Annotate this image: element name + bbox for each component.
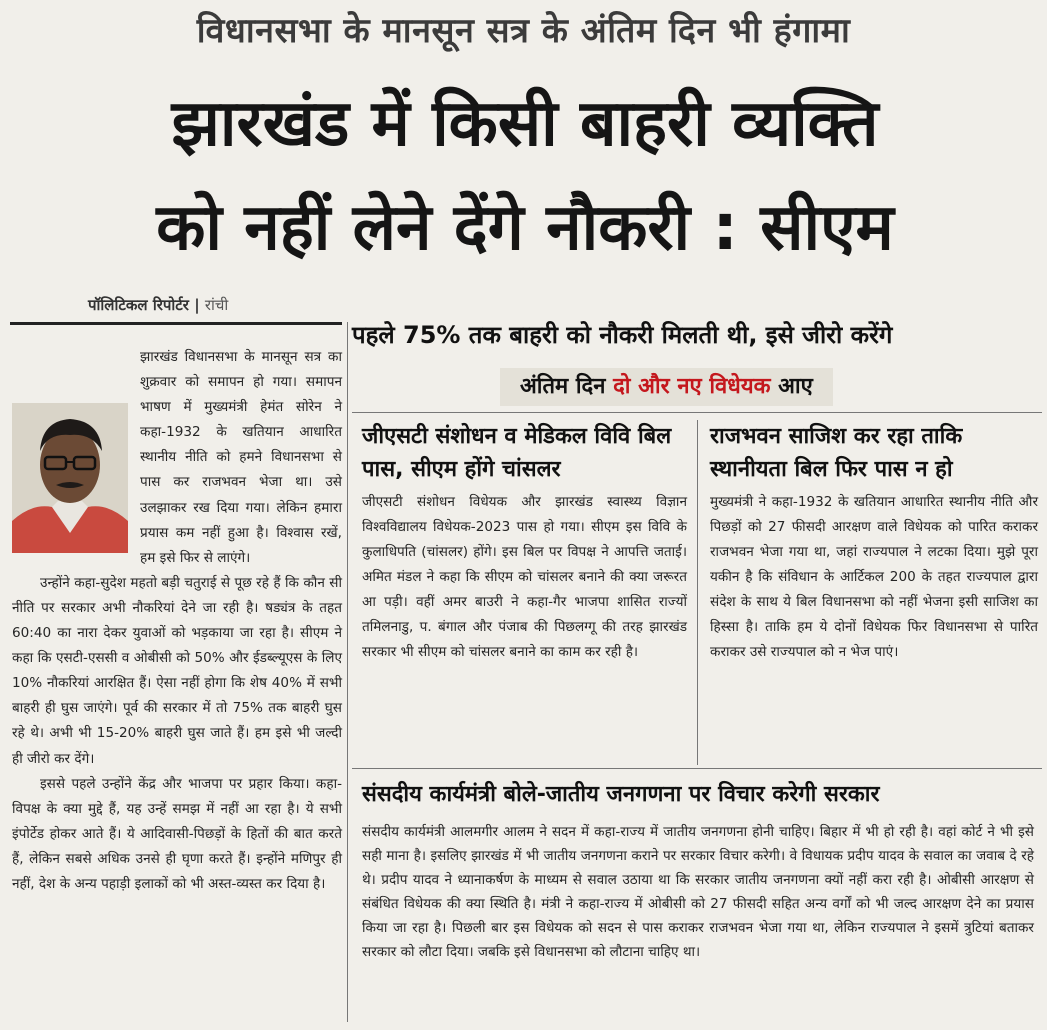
strap-prefix: अंतिम दिन bbox=[520, 374, 606, 399]
strap-divider bbox=[352, 412, 1042, 413]
strap bbox=[500, 368, 833, 406]
story-rajbhavan-text: मुख्यमंत्री ने कहा-1932 के खतियान आधारित स्थानीय नीति और पिछड़ों को 27 फीसदी आरक्षण वाले विधेयक को पारित कराकर राजभवन भेजा गया था, जहां राज्यपाल ने लटका दिया। मुझे पूरा यकीन है कि संविधान के आर्टिकल 200 के तहत राज्यपाल द्वारा संदेश के साथ ये बिल विधानसभा को नहीं भेजना इसी साजिश का हिस्सा है। ताकि हम ये दोनों विधेयक फिर विधानसभा से पारित कराकर उसे राज्यपाल को न भेज पाएं। bbox=[710, 494, 1038, 660]
strap-suffix: आए bbox=[778, 374, 813, 399]
story-census-text: संसदीय कार्यमंत्री आलमगीर आलम ने सदन में कहा-राज्य में जातीय जनगणना होनी चाहिए। बिहार में भी हो रही है। वहां कोर्ट ने भी इसे सही माना है। इसलिए झारखंड में भी जातीय जनगणना कराने पर सरकार विचार करेगी। वे विधायक प्रदीप यादव के सवाल का जवाब दे रहे थे। प्रदीप यादव ने ध्यानाकर्षण के माध्यम से सवाल उठाया था कि सरकार जातीय जनगणना क्यों नहीं करा रही है। ओबीसी आरक्षण से संबंधित विधेयक की क्या स्थिति है। मंत्री ने कहा-राज्य में ओबीसी को 27 फीसदी सहित अन्य वर्गों को भी जल्द आरक्षण देने का प्रयास किया जा रहा है। पिछली बार इस विधेयक को सदन से पास कराकर राजभवन भेजा गया था, लेकिन राज्यपाल ने इसमें त्रुटियां बताकर सरकार को लौटा दिया। जबकि इसे विधानसभा को लौटाना चाहिए था। bbox=[362, 824, 1034, 960]
story-gst-headline: जीएसटी संशोधन व मेडिकल विवि बिल पास, सीएम होंगे चांसलर bbox=[362, 424, 672, 482]
story-rajbhavan-body bbox=[710, 490, 1038, 665]
story-census-headline: संसदीय कार्यमंत्री बोले-जातीय जनगणना पर विचार करेगी सरकार bbox=[362, 782, 880, 807]
story-gst-body bbox=[362, 490, 687, 665]
main-story-para-3: इससे पहले उन्होंने केंद्र और भाजपा पर प्रहार किया। कहा-विपक्ष के क्या मुद्दे हैं, यह उन्हें समझ में नहीं आ रहा है। ये सभी इंपोर्टेड होकर आते हैं। ये आदिवासी-पिछड़ों के हितों की बात करते हैं, लेकिन सबसे अधिक उनसे ही घृणा करते हैं। इन्होंने मणिपुर ही नहीं, देश के अन्य पहाड़ी इलाकों को भी अस्त-व्यस्त कर दिया है। bbox=[12, 775, 342, 892]
cm-photo bbox=[12, 403, 128, 553]
byline bbox=[88, 295, 228, 315]
byline-reporter: पॉलिटिकल रिपोर्टर bbox=[88, 296, 189, 314]
column-divider-mid bbox=[697, 420, 698, 765]
main-story-para-2: उन्होंने कहा-सुदेश महतो बड़ी चतुराई से पूछ रहे हैं कि कौन सी नीति पर सरकार अभी नौकरियां देने जा रही है। षड्यंत्र के तहत 60:40 का नारा देकर युवाओं को भड़काया जा रहा है। सीएम ने कहा कि एसटी-एससी व ओबीसी को 50% और ईडब्ल्यूएस के लिए 10% नौकरियां आरक्षित हैं। ऐसा नहीं होगा कि शेष 40% में सभी बाहरी ही घुस जाएंगे। पूर्व की सरकार में तो 75% तक बाहरी घुस रहे थे। अभी भी 15-20% बाहरी घुस जाते हैं। हम इसे भी जल्दी ही जीरो कर देंगे। bbox=[12, 574, 342, 767]
column-divider-left bbox=[347, 322, 348, 1022]
kicker: विधानसभा के मानसून सत्र के अंतिम दिन भी हंगामा bbox=[196, 11, 851, 51]
subdeck: पहले 75% तक बाहरी को नौकरी मिलती थी, इसे जीरो करेंगे bbox=[352, 321, 893, 349]
byline-rule bbox=[10, 322, 342, 325]
strap-highlight: दो और नए विधेयक bbox=[613, 374, 771, 399]
story-census-body bbox=[362, 820, 1034, 964]
main-story bbox=[12, 345, 342, 897]
story-gst-text: जीएसटी संशोधन विधेयक और झारखंड स्वास्थ्य विज्ञान विश्वविद्यालय विधेयक-2023 पास हो गया। सीएम इस विवि के कुलाधिपति (चांसलर) होंगे। इस बिल पर विपक्ष ने आपत्ति जताई। अमित मंडल ने कहा कि सीएम को चांसलर बनाने की क्या जरूरत आ पड़ी। वहीं अमर बाउरी ने कहा-गैर भाजपा शासित राज्यों तमिलनाडु, प. बंगाल और पंजाब की पिछलग्गू की तरह झारखंड सरकार भी सीएम को चांसलर बनाने का काम कर रही है। bbox=[362, 494, 687, 660]
byline-city: रांची bbox=[204, 296, 229, 314]
headline-line-1: झारखंड में किसी बाहरी व्यक्ति bbox=[171, 87, 879, 161]
headline-line-2: को नहीं लेने देंगे नौकरी : सीएम bbox=[156, 191, 894, 265]
byline-separator: | bbox=[194, 296, 205, 314]
main-story-para-1: झारखंड विधानसभा के मानसून सत्र का शुक्रवार को समापन हो गया। समापन भाषण में मुख्यमंत्री हेमंत सोरेन ने कहा-1932 के खतियान आधारित स्थानीय नीति को हमने विधानसभा से पास कर राजभवन भेजा था। उसे उलझाकर रख दिया गया। लेकिन हमारा प्रयास कम नहीं हुआ है। विश्वास रखें, हम इसे फिर से लाएंगे। bbox=[140, 349, 342, 566]
headline bbox=[10, 72, 1040, 280]
story-rajbhavan-headline: राजभवन साजिश कर रहा ताकि स्थानीयता बिल फिर पास न हो bbox=[710, 424, 963, 482]
section-divider bbox=[352, 768, 1042, 769]
